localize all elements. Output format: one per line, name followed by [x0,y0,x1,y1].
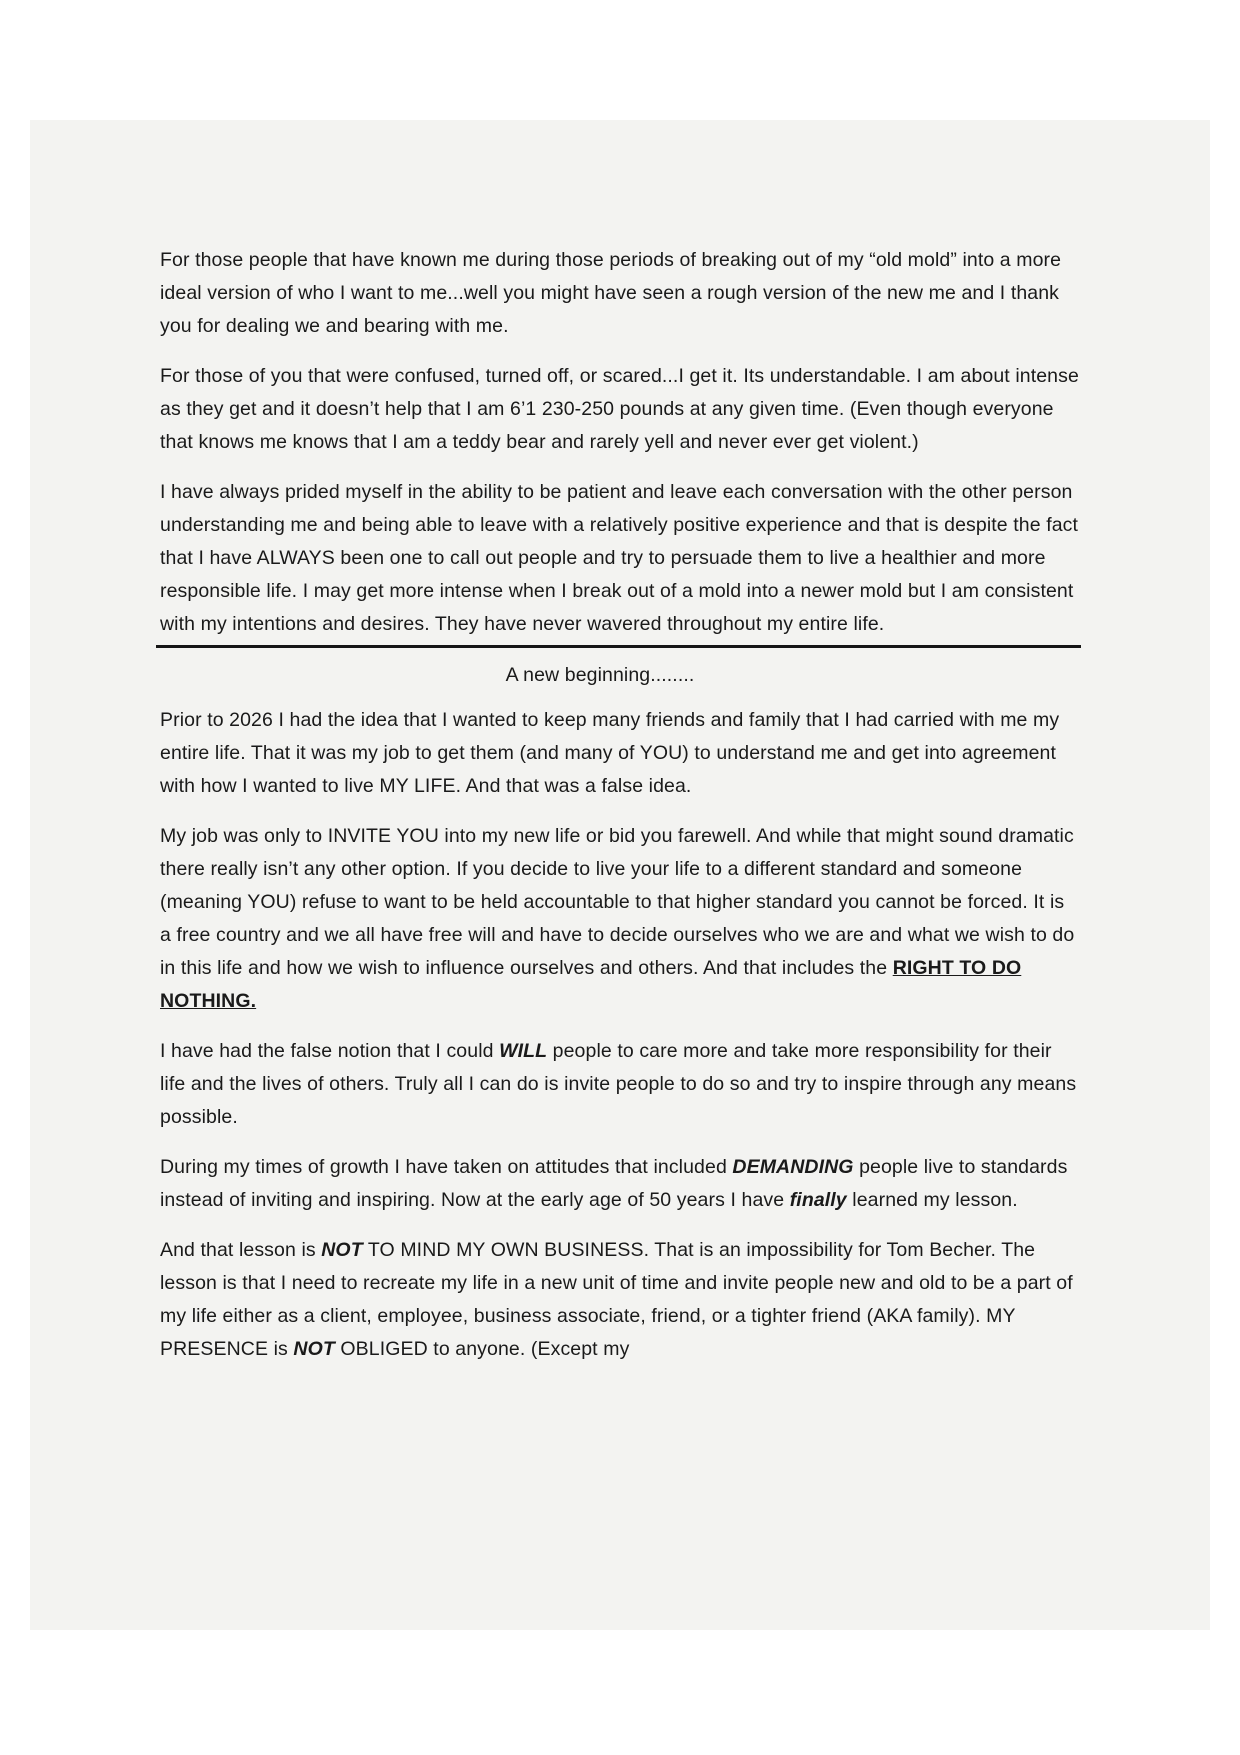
emphasis-finally: finally [789,1189,847,1211]
paragraph-text: OBLIGED to anyone. (Except my [334,1338,630,1360]
paragraph-growth [160,1151,1080,1217]
paragraph-false-notion [160,1035,1080,1134]
horizontal-divider [156,645,1081,648]
section-heading: A new beginning........ [505,664,695,686]
paragraph-prior-2026: Prior to 2026 I had the idea that I wanted to keep many friends and family that I had carried with me my entire life. That it was my job to get them (and many of YOU) to understand me and get into agreement with how I wanted to live MY LIFE. And that was a false idea. [160,709,1060,797]
paragraph-text: My job was only to INVITE YOU into my new life or bid you farewell. And while that might sound dramatic there really isn’t any other option. If you decide to live your life to a different standard and someone (meaning YOU) refuse to want to be held accountable to that higher standard you cannot be forced. It is a free country and we all have free will and have to decide ourselves who we are and what we wish to do in this life and how we wish to influence ourselves and others. And that includes the [160,825,1075,979]
emphasis-will: WILL [499,1040,548,1062]
paragraph-text: learned my lesson. [846,1189,1018,1211]
emphasis-demanding: DEMANDING [732,1156,854,1178]
paragraph-text: people live to standards instead of inviting and inspiring. Now at the early age of 50 years I have [160,1156,1068,1211]
paragraph-text: TO MIND MY OWN BUSINESS. That is an impossibility for Tom Becher. The lesson is that I need to recreate my life in a new unit of time and invite people new and old to be a part of my life either as a client, employee, business associate, friend, or a tighter friend (AKA family). MY PRESENCE is [160,1239,1073,1360]
paragraph-invite-you [160,820,1080,1018]
paragraph-lesson [160,1234,1080,1366]
paragraph-text: During my times of growth I have taken on attitudes that included [160,1156,733,1178]
paragraph-confused: For those of you that were confused, turned off, or scared...I get it. Its understandable. I am about intense as they get and it doesn’t help that I am 6’1 230-250 pounds at any given time. (Even though everyone that knows me knows that I am a teddy bear and rarely yell and never ever get violent.) [160,365,1079,453]
paragraph-text: And that lesson is [160,1239,322,1261]
emphasis-not: NOT [293,1338,335,1360]
paragraph-text: people to care more and take more responsibility for their life and the lives of others. Truly all I can do is invite people to do so and try to inspire through any means possible. [160,1040,1077,1128]
emphasis-right-to-do-nothing: RIGHT TO DO NOTHING. [160,957,1022,1012]
paragraph-old-mold: For those people that have known me during those periods of breaking out of my “old mold” into a more ideal version of who I want to me...well you might have seen a rough version of the new me and I thank you for dealing we and bearing with me. [160,249,1062,337]
document-body [160,244,1080,1383]
paragraph-text: I have had the false notion that I could [160,1040,500,1062]
paragraph-patient: I have always prided myself in the ability to be patient and leave each conversation with the other person understanding me and being able to leave with a relatively positive experience and that is despite the fact that I have ALWAYS been one to call out people and try to persuade them to live a healthier and more responsible life. I may get more intense when I break out of a mold into a newer mold but I am consistent with my intentions and desires. They have never wavered throughout my entire life. [160,481,1079,635]
emphasis-not: NOT [321,1239,363,1261]
